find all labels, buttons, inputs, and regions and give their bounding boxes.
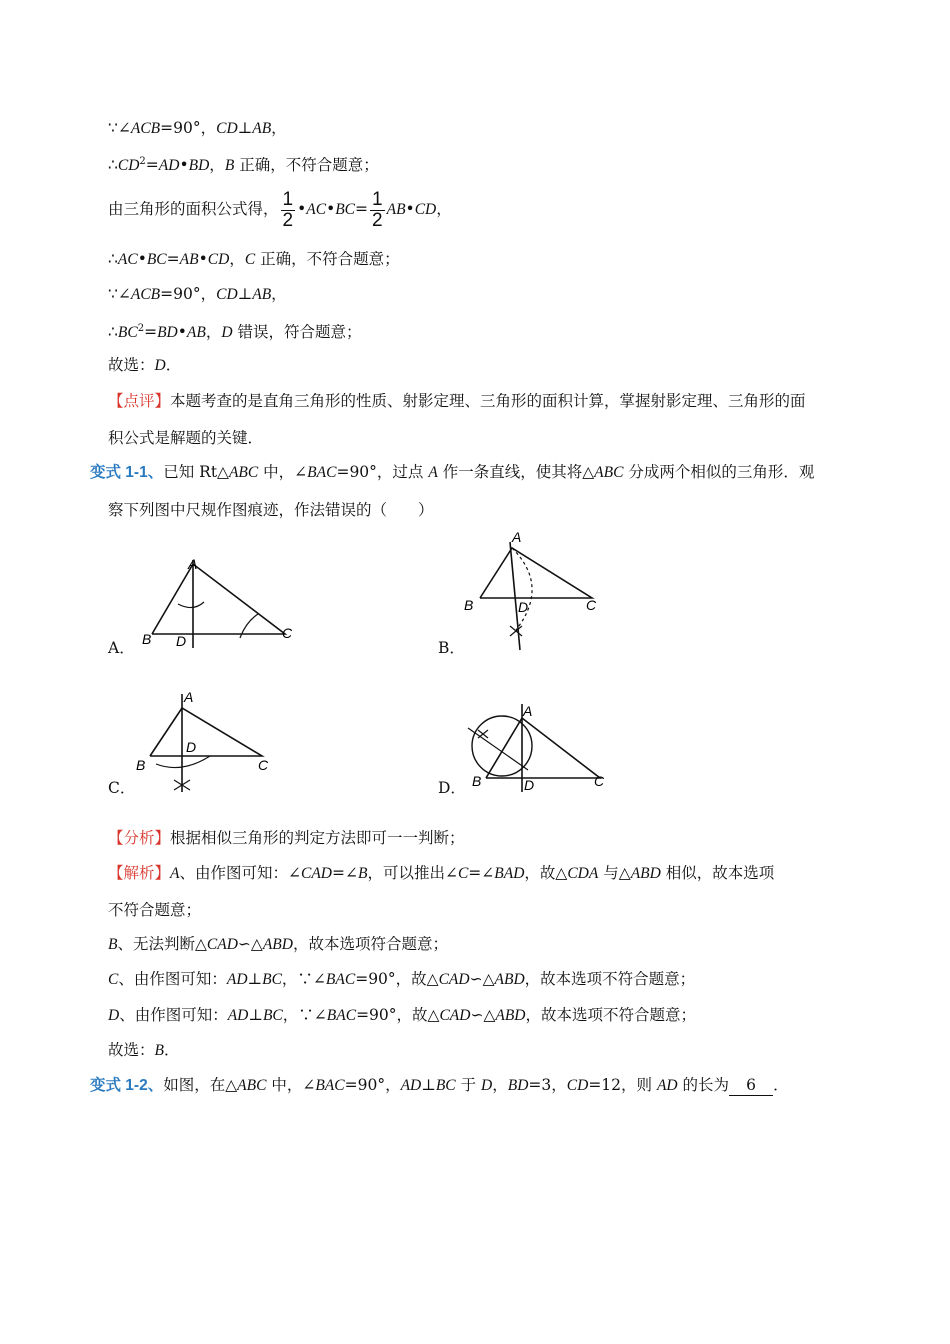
- label-c: C: [594, 773, 605, 789]
- solution-detail-line-4: C、由作图可知：AD⊥BC，∵∠BAC=90°，故△CAD∽△ABD，故本选项不符合题意；: [108, 970, 696, 988]
- solution-detail-line-3: B、无法判断△CAD∽△ABD，故本选项符合题意；: [108, 935, 448, 953]
- label-d: D: [186, 739, 197, 755]
- solution-detail-line-6: 故选：B．: [108, 1041, 180, 1059]
- label-a: A: [188, 556, 198, 572]
- arc-mark: [178, 602, 204, 608]
- variant-1-1-tag: 变式 1-1、: [90, 464, 164, 481]
- fraction-half: $\frac{1}{2}$: [372, 188, 383, 231]
- label-d: D: [524, 777, 535, 793]
- label-c: C: [258, 757, 269, 773]
- solution-line-6: $\therefore BC^2=BD•AB$，D 错误，符合题意；: [108, 323, 362, 342]
- solution-line-3: 由三角形的面积公式得， $\frac{1}{2}$ •AC•BC= $\frac{1}{2}$ AB•CD，: [108, 188, 452, 231]
- label-b: B: [472, 773, 482, 789]
- solution-line-4: ∴AC•BC=AB•CD，C 正确，不符合题意；: [108, 250, 400, 268]
- label-b: B: [136, 757, 146, 773]
- label-c: C: [282, 625, 293, 641]
- variant-1-1-line-2: 察下列图中尺规作图痕迹，作法错误的（ ）: [108, 501, 434, 519]
- label-a: A: [512, 530, 522, 545]
- solution-tag: 【解析】: [108, 864, 171, 882]
- fraction-half: $\frac{1}{2}$: [282, 188, 294, 231]
- label-b: B: [464, 597, 474, 613]
- triangle-abc: [152, 564, 285, 634]
- figure-option-b: [460, 530, 610, 652]
- label-a: A: [184, 689, 194, 705]
- comment-line-2: 积公式是解题的关键．: [108, 429, 264, 447]
- solution-detail-line-5: D、由作图可知：AD⊥BC，∵∠BAC=90°，故△CAD∽△ABD，故本选项不符合题意；: [108, 1006, 697, 1024]
- solution-line-7: 故选：D．: [108, 356, 182, 374]
- solution-line-2: $\therefore CD^2=AD•BD$，B 正确，不符合题意；: [108, 156, 379, 175]
- figure-option-c: [130, 688, 280, 796]
- label-b: B: [142, 631, 152, 647]
- comment-tag: 【点评】: [108, 392, 171, 410]
- solution-detail-line-1: 【解析】A、由作图可知：∠CAD=∠B，可以推出∠C=∠BAD，故△CDA 与△ABD 相似，故本选项: [108, 864, 775, 882]
- figure-option-d: [460, 700, 615, 796]
- solution-detail-line-2: 不符合题意；: [108, 901, 202, 919]
- figure-option-a: [140, 552, 305, 652]
- arc-mark: [156, 756, 210, 768]
- solution-line-1: ∵∠ACB=90°，CD⊥AB，: [108, 119, 287, 137]
- cross-mark: [478, 730, 488, 738]
- option-d-label: D．: [438, 779, 466, 797]
- variant-1-2-tag: 变式 1-2、: [90, 1077, 164, 1094]
- label-d: D: [518, 599, 529, 615]
- cross-mark: [510, 626, 522, 636]
- label-d: D: [176, 633, 187, 649]
- option-c-label: C．: [108, 779, 136, 797]
- analysis-tag: 【分析】: [108, 829, 171, 847]
- triangle-abc: [480, 548, 592, 598]
- answer-blank: 6: [729, 1075, 773, 1096]
- label-c: C: [586, 597, 597, 613]
- label-a: A: [523, 703, 533, 719]
- analysis-line: 【分析】根据相似三角形的判定方法即可一一判断；: [108, 829, 465, 847]
- option-b-label: B．: [438, 639, 465, 657]
- triangle-abc: [150, 708, 262, 756]
- variant-1-1-line-1: 变式 1-1、已知 Rt△ABC 中，∠BAC=90°，过点 A 作一条直线，使其将△ABC 分成两个相似的三角形．观: [90, 463, 815, 481]
- triangle-abc: [486, 718, 600, 778]
- comment-line-1: 【点评】本题考查的是直角三角形的性质、射影定理、三角形的面积计算，掌握射影定理、三角形的面: [108, 392, 806, 410]
- variant-1-2-line: 变式 1-2、如图，在△ABC 中，∠BAC=90°，AD⊥BC 于 D，BD=3，CD=12，则 AD 的长为 6 ．: [90, 1076, 789, 1094]
- option-a-label: A．: [108, 639, 135, 657]
- solution-line-5: ∵∠ACB=90°，CD⊥AB，: [108, 285, 287, 303]
